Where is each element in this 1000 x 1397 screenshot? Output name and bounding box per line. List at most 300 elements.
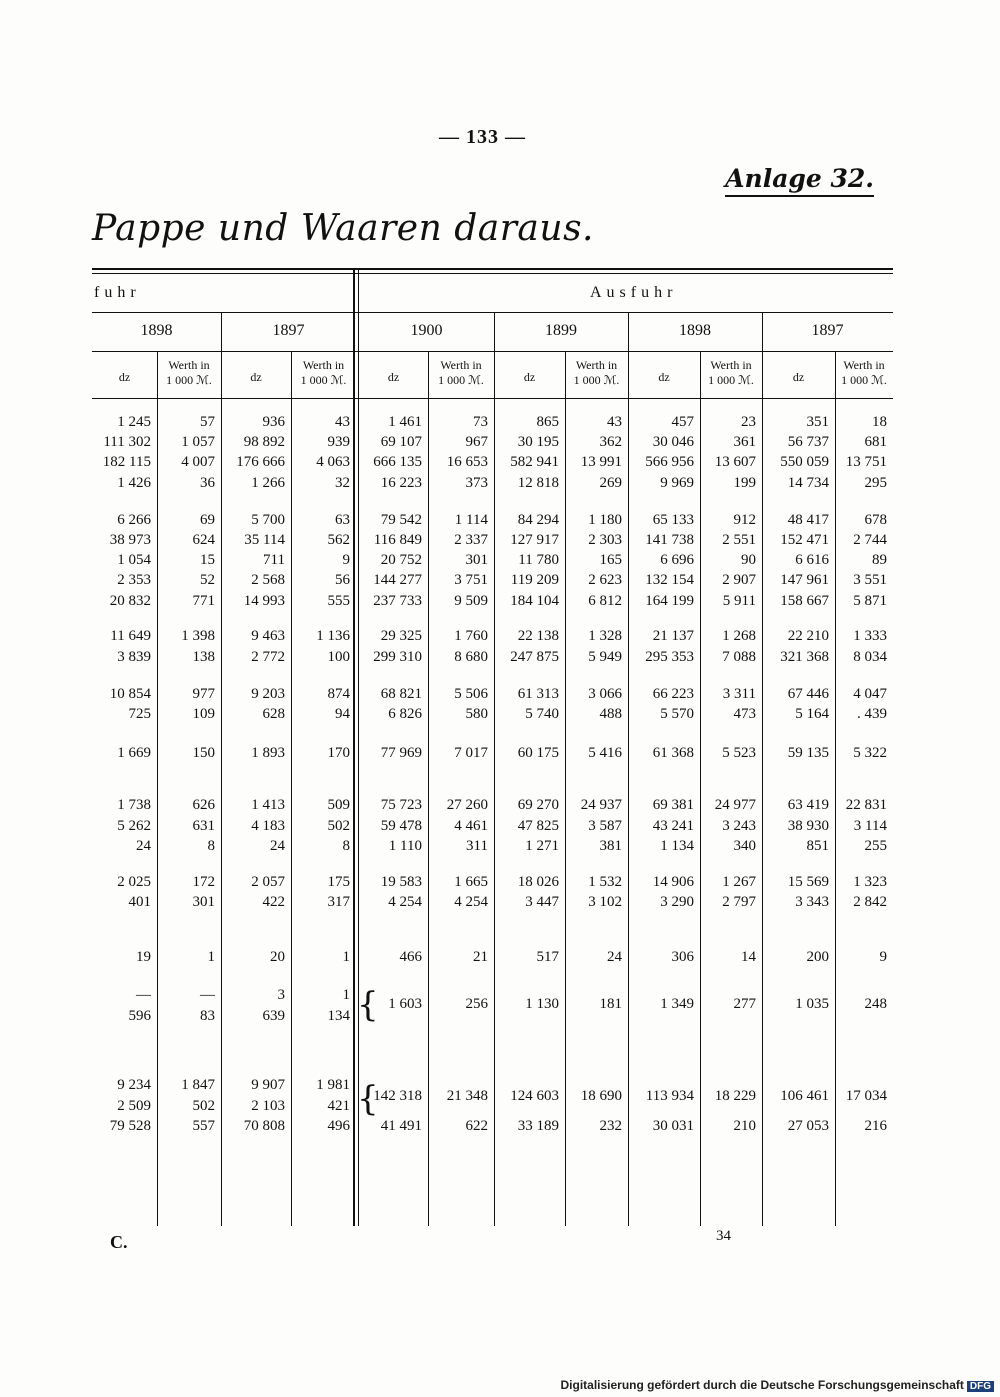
table-cell: 43 [335, 414, 350, 430]
table-cell: 2 744 [853, 532, 887, 548]
table-cell: 3 114 [853, 818, 887, 834]
footer-section-letter: C. [110, 1232, 128, 1252]
werth-header [428, 358, 494, 388]
group-rule [92, 312, 893, 313]
table-cell: 2 551 [722, 532, 756, 548]
table-cell: 67 446 [787, 686, 829, 702]
year-header: 1898 [140, 322, 173, 339]
table-cell: 106 461 [780, 1088, 829, 1104]
table-cell: 9 234 [117, 1077, 151, 1093]
table-cell: 6 616 [795, 552, 829, 568]
table-cell: 4 254 [454, 894, 488, 910]
top-rule [92, 268, 893, 270]
table-cell: 172 [192, 874, 215, 890]
table-cell: 5 911 [722, 593, 756, 609]
table-cell: 1 426 [117, 475, 151, 491]
table-cell: 124 603 [510, 1088, 559, 1104]
year-header: 1897 [272, 322, 305, 339]
table-cell: 75 723 [380, 797, 422, 813]
table-cell: 2 103 [251, 1098, 285, 1114]
table-cell: 771 [192, 593, 215, 609]
werth-label: Werth in [575, 358, 618, 372]
table-cell: 119 209 [510, 572, 559, 588]
dz-header: dz [250, 370, 262, 384]
table-cell: 47 825 [517, 818, 559, 834]
table-cell: 84 294 [517, 512, 559, 528]
table-cell: 1 [207, 949, 215, 965]
table-cell: 132 154 [645, 572, 694, 588]
table-cell: 21 [473, 949, 488, 965]
table-cell: 232 [599, 1118, 622, 1134]
table-cell: 9 969 [660, 475, 694, 491]
table-cell: 2 907 [722, 572, 756, 588]
table-cell: 4 063 [316, 454, 350, 470]
table-cell: 255 [864, 838, 887, 854]
table-cell: 20 752 [380, 552, 422, 568]
table-cell: 555 [327, 593, 350, 609]
table-cell: 936 [262, 414, 285, 430]
table-cell: 277 [733, 996, 756, 1012]
table-cell: 90 [741, 552, 756, 568]
table-cell: 9 509 [454, 593, 488, 609]
table-cell: 5 700 [251, 512, 285, 528]
table-cell: 1 134 [660, 838, 694, 854]
werth-header [835, 358, 893, 388]
column-divider [428, 351, 429, 1226]
column-divider [700, 351, 701, 1226]
appendix-label: Anlage 32. [725, 164, 874, 197]
table-cell: 248 [864, 996, 887, 1012]
table-cell: 210 [733, 1118, 756, 1134]
table-cell: 61 313 [517, 686, 559, 702]
einfuhr-group-label: fuhr [94, 284, 141, 301]
table-cell: 27 053 [787, 1118, 829, 1134]
table-cell: 1 057 [181, 434, 215, 450]
page-number: — 133 — [439, 126, 526, 148]
table-cell: 22 210 [787, 628, 829, 644]
table-cell: 939 [327, 434, 350, 450]
table-cell: 5 570 [660, 706, 694, 722]
table-cell: 1 323 [853, 874, 887, 890]
table-cell: 38 930 [787, 818, 829, 834]
table-cell: 150 [192, 745, 215, 761]
table-cell: 5 164 [795, 706, 829, 722]
table-cell: 22 831 [845, 797, 887, 813]
table-cell: 3 587 [588, 818, 622, 834]
table-cell: 5 523 [722, 745, 756, 761]
table-cell: 13 751 [845, 454, 887, 470]
table-cell: 43 241 [652, 818, 694, 834]
table-cell: 1 669 [117, 745, 151, 761]
brace-icon: { [357, 985, 379, 1025]
table-cell: 311 [466, 838, 488, 854]
table-cell: 23 [741, 414, 756, 430]
table-cell: 70 808 [243, 1118, 285, 1134]
table-cell: 401 [128, 894, 151, 910]
table-cell: 582 941 [510, 454, 559, 470]
table-cell: 2 025 [117, 874, 151, 890]
table-cell: 1 110 [388, 838, 422, 854]
table-cell: 517 [536, 949, 559, 965]
table-cell: 56 [335, 572, 350, 588]
table-cell: 18 [872, 414, 887, 430]
table-cell: 2 509 [117, 1098, 151, 1114]
table-cell: 52 [200, 572, 215, 588]
table-cell: 5 740 [525, 706, 559, 722]
page-title: Pappe und Waaren daraus. [92, 208, 594, 249]
table-cell: 466 [399, 949, 422, 965]
table-cell: 199 [733, 475, 756, 491]
table-cell: 1 180 [588, 512, 622, 528]
table-cell: 666 135 [373, 454, 422, 470]
table-cell: 550 059 [780, 454, 829, 470]
table-cell: 20 [270, 949, 285, 965]
table-cell: 48 417 [787, 512, 829, 528]
table-cell: 1 245 [117, 414, 151, 430]
table-cell: 134 [327, 1008, 350, 1024]
table-cell: 237 733 [373, 593, 422, 609]
table-cell: 8 034 [853, 649, 887, 665]
table-cell: 2 057 [251, 874, 285, 890]
table-cell: 10 854 [109, 686, 151, 702]
table-cell: 24 977 [714, 797, 756, 813]
table-cell: 1 136 [316, 628, 350, 644]
werth-label: Werth in [843, 358, 885, 372]
column-divider [157, 351, 158, 1226]
werth-label: Werth in [168, 358, 210, 372]
table-cell: 596 [128, 1008, 151, 1024]
table-cell: 1 981 [316, 1077, 350, 1093]
table-cell: 60 175 [517, 745, 559, 761]
year-header: 1897 [811, 322, 844, 339]
table-cell: 5 506 [454, 686, 488, 702]
table-cell: 6 812 [588, 593, 622, 609]
table-cell: 79 542 [380, 512, 422, 528]
table-cell: 351 [806, 414, 829, 430]
table-cell: 1 [342, 949, 350, 965]
table-cell: 5 949 [588, 649, 622, 665]
table-cell: 164 199 [645, 593, 694, 609]
table-cell: 488 [599, 706, 622, 722]
table-cell: 175 [327, 874, 350, 890]
table-cell: 3 751 [454, 572, 488, 588]
werth-label: Werth in [302, 358, 345, 372]
table-cell: 2 623 [588, 572, 622, 588]
table-cell: 22 138 [517, 628, 559, 644]
table-cell: 851 [806, 838, 829, 854]
table-cell: 18 229 [714, 1088, 756, 1104]
table-cell: 256 [465, 996, 488, 1012]
table-cell: 63 419 [787, 797, 829, 813]
table-cell: 116 849 [373, 532, 422, 548]
table-cell: 1 267 [722, 874, 756, 890]
table-cell: 580 [465, 706, 488, 722]
table-cell: 6 696 [660, 552, 694, 568]
digitalization-text: Digitalisierung gefördert durch die Deutsche Forschungsgemeinschaft [560, 1378, 964, 1392]
table-cell: 59 135 [787, 745, 829, 761]
table-cell: 295 353 [645, 649, 694, 665]
table-cell: 4 461 [454, 818, 488, 834]
table-cell: 24 [136, 838, 151, 854]
table-cell: 5 416 [588, 745, 622, 761]
werth-unit: 1 000 ℳ. [166, 373, 212, 387]
column-divider [291, 351, 292, 1226]
table-cell: 509 [327, 797, 350, 813]
table-cell: 1 114 [454, 512, 488, 528]
table-cell: 66 223 [652, 686, 694, 702]
table-cell: 562 [327, 532, 350, 548]
table-cell: 247 875 [510, 649, 559, 665]
table-cell: 306 [671, 949, 694, 965]
table-cell: 1 328 [588, 628, 622, 644]
table-cell: 2 353 [117, 572, 151, 588]
table-cell: 631 [192, 818, 215, 834]
table-cell: — [200, 987, 215, 1003]
werth-header [565, 358, 628, 388]
table-cell: 16 223 [380, 475, 422, 491]
table-cell: 865 [536, 414, 559, 430]
table-cell: 317 [327, 894, 350, 910]
table-cell: 626 [192, 797, 215, 813]
table-cell: 176 666 [236, 454, 285, 470]
table-cell: 4 047 [853, 686, 887, 702]
table-cell: 269 [599, 475, 622, 491]
table-cell: 73 [473, 414, 488, 430]
table-cell: 20 832 [109, 593, 151, 609]
table-cell: 1 035 [795, 996, 829, 1012]
table-cell: . 439 [857, 706, 887, 722]
ausfuhr-group-label: Ausfuhr [590, 284, 678, 301]
table-cell: 170 [327, 745, 350, 761]
table-cell: 41 491 [380, 1118, 422, 1134]
table-cell: 502 [192, 1098, 215, 1114]
table-cell: 1 847 [181, 1077, 215, 1093]
dz-header: dz [118, 370, 131, 384]
table-cell: 9 [342, 552, 350, 568]
table-cell: 69 107 [380, 434, 422, 450]
werth-header [700, 358, 762, 388]
dz-header: dz [658, 370, 670, 384]
table-cell: 4 007 [181, 454, 215, 470]
section-divider [353, 270, 355, 1226]
year-header: 1898 [679, 322, 711, 339]
table-cell: 19 583 [380, 874, 422, 890]
table-cell: 496 [327, 1118, 350, 1134]
table-cell: 422 [262, 894, 285, 910]
table-cell: 457 [671, 414, 694, 430]
table-cell: 8 [342, 838, 350, 854]
table-cell: — [136, 987, 151, 1003]
column-divider [762, 312, 763, 1226]
table-cell: 98 892 [243, 434, 285, 450]
dz-header: dz [523, 370, 536, 384]
table-cell: 1 271 [525, 838, 559, 854]
werth-header [157, 358, 221, 388]
table-cell: 24 [607, 949, 622, 965]
table-cell: 109 [192, 706, 215, 722]
werth-label: Werth in [710, 358, 752, 372]
table-cell: 473 [733, 706, 756, 722]
table-cell: 8 [207, 838, 215, 854]
table-cell: 681 [864, 434, 887, 450]
table-cell: 18 026 [517, 874, 559, 890]
table-cell: 3 343 [795, 894, 829, 910]
table-cell: 89 [872, 552, 887, 568]
table-cell: 299 310 [373, 649, 422, 665]
table-cell: 624 [192, 532, 215, 548]
brace-icon: { [357, 1079, 379, 1119]
table-cell: 65 133 [652, 512, 694, 528]
table-cell: 2 797 [722, 894, 756, 910]
table-cell: 628 [262, 706, 285, 722]
table-cell: 2 772 [251, 649, 285, 665]
table-cell: 14 906 [652, 874, 694, 890]
table-cell: 502 [327, 818, 350, 834]
table-cell: 127 917 [510, 532, 559, 548]
column-divider [628, 312, 629, 1226]
table-cell: 158 667 [780, 593, 829, 609]
table-cell: 184 104 [510, 593, 559, 609]
table-cell: 1 532 [588, 874, 622, 890]
table-cell: 967 [465, 434, 488, 450]
table-cell: 77 969 [380, 745, 422, 761]
table-cell: 1 398 [181, 628, 215, 644]
digitalization-notice [560, 1378, 994, 1392]
table-cell: 381 [599, 838, 622, 854]
table-cell: 165 [599, 552, 622, 568]
column-divider [494, 312, 495, 1226]
column-divider [565, 351, 566, 1226]
werth-unit: 1 000 ℳ. [708, 373, 754, 387]
table-cell: 912 [733, 512, 756, 528]
table-cell: 2 303 [588, 532, 622, 548]
table-cell: 566 956 [645, 454, 694, 470]
table-cell: 7 017 [454, 745, 488, 761]
table-cell: 725 [128, 706, 151, 722]
table-cell: 182 115 [102, 454, 151, 470]
table-cell: 17 034 [845, 1088, 887, 1104]
table-cell: 1 [342, 987, 350, 1003]
table-cell: 113 934 [645, 1088, 694, 1104]
dz-header: dz [792, 370, 805, 384]
table-cell: 295 [864, 475, 887, 491]
table-cell: 874 [327, 686, 350, 702]
table-cell: 2 337 [454, 532, 488, 548]
table-cell: 35 114 [244, 532, 285, 548]
table-cell: 8 680 [454, 649, 488, 665]
table-cell: 1 054 [117, 552, 151, 568]
table-cell: 301 [465, 552, 488, 568]
table-cell: 111 302 [103, 434, 151, 450]
column-divider [221, 312, 222, 1226]
table-cell: 1 266 [251, 475, 285, 491]
table-cell: 1 268 [722, 628, 756, 644]
table-cell: 421 [327, 1098, 350, 1114]
table-cell: 678 [864, 512, 887, 528]
table-cell: 711 [263, 552, 285, 568]
table-cell: 5 262 [117, 818, 151, 834]
table-cell: 30 046 [652, 434, 694, 450]
table-cell: 977 [192, 686, 215, 702]
table-cell: 56 737 [787, 434, 829, 450]
table-cell: 6 826 [388, 706, 422, 722]
table-cell: 4 183 [251, 818, 285, 834]
table-cell: 1 665 [454, 874, 488, 890]
table-cell: 9 [879, 949, 887, 965]
top-rule-thin [92, 273, 893, 274]
table-cell: 181 [599, 996, 622, 1012]
table-cell: 11 780 [518, 552, 559, 568]
table-cell: 21 137 [652, 628, 694, 644]
table-cell: 19 [136, 949, 151, 965]
table-cell: 27 260 [446, 797, 488, 813]
dfg-logo: DFG [967, 1381, 994, 1392]
table-cell: 1 760 [454, 628, 488, 644]
table-cell: 147 961 [780, 572, 829, 588]
werth-label: Werth in [440, 358, 482, 372]
table-cell: 83 [200, 1008, 215, 1024]
table-cell: 152 471 [780, 532, 829, 548]
table-cell: 3 447 [525, 894, 559, 910]
table-cell: 373 [465, 475, 488, 491]
table-cell: 59 478 [380, 818, 422, 834]
table-cell: 13 607 [714, 454, 756, 470]
table-cell: 1 603 [388, 996, 422, 1012]
table-cell: 32 [335, 475, 350, 491]
year-rule [92, 351, 893, 352]
table-cell: 79 528 [109, 1118, 151, 1134]
table-cell: 61 368 [652, 745, 694, 761]
table-cell: 200 [806, 949, 829, 965]
table-cell: 1 461 [388, 414, 422, 430]
table-cell: 557 [192, 1118, 215, 1134]
table-cell: 5 871 [853, 593, 887, 609]
table-cell: 2 842 [853, 894, 887, 910]
table-cell: 138 [192, 649, 215, 665]
table-cell: 5 322 [853, 745, 887, 761]
table-cell: 69 [200, 512, 215, 528]
table-cell: 3 243 [722, 818, 756, 834]
table-cell: 1 413 [251, 797, 285, 813]
table-cell: 622 [465, 1118, 488, 1134]
table-cell: 15 [200, 552, 215, 568]
table-cell: 6 266 [117, 512, 151, 528]
table-cell: 3 290 [660, 894, 694, 910]
table-cell: 1 130 [525, 996, 559, 1012]
table-cell: 14 734 [787, 475, 829, 491]
table-cell: 30 195 [517, 434, 559, 450]
table-cell: 68 821 [380, 686, 422, 702]
table-cell: 1 738 [117, 797, 151, 813]
year-header: 1899 [545, 322, 577, 339]
table-cell: 1 893 [251, 745, 285, 761]
table-cell: 9 463 [251, 628, 285, 644]
table-cell: 3 551 [853, 572, 887, 588]
table-cell: 2 568 [251, 572, 285, 588]
table-cell: 362 [599, 434, 622, 450]
table-cell: 14 [741, 949, 756, 965]
table-cell: 141 738 [645, 532, 694, 548]
table-cell: 38 973 [109, 532, 151, 548]
header-rule [92, 398, 893, 399]
table-cell: 11 649 [110, 628, 151, 644]
footer-signature-number: 34 [716, 1228, 731, 1244]
table-cell: 15 569 [787, 874, 829, 890]
table-cell: 301 [192, 894, 215, 910]
table-cell: 4 254 [388, 894, 422, 910]
table-cell: 1 349 [660, 996, 694, 1012]
werth-unit: 1 000 ℳ. [573, 373, 620, 387]
